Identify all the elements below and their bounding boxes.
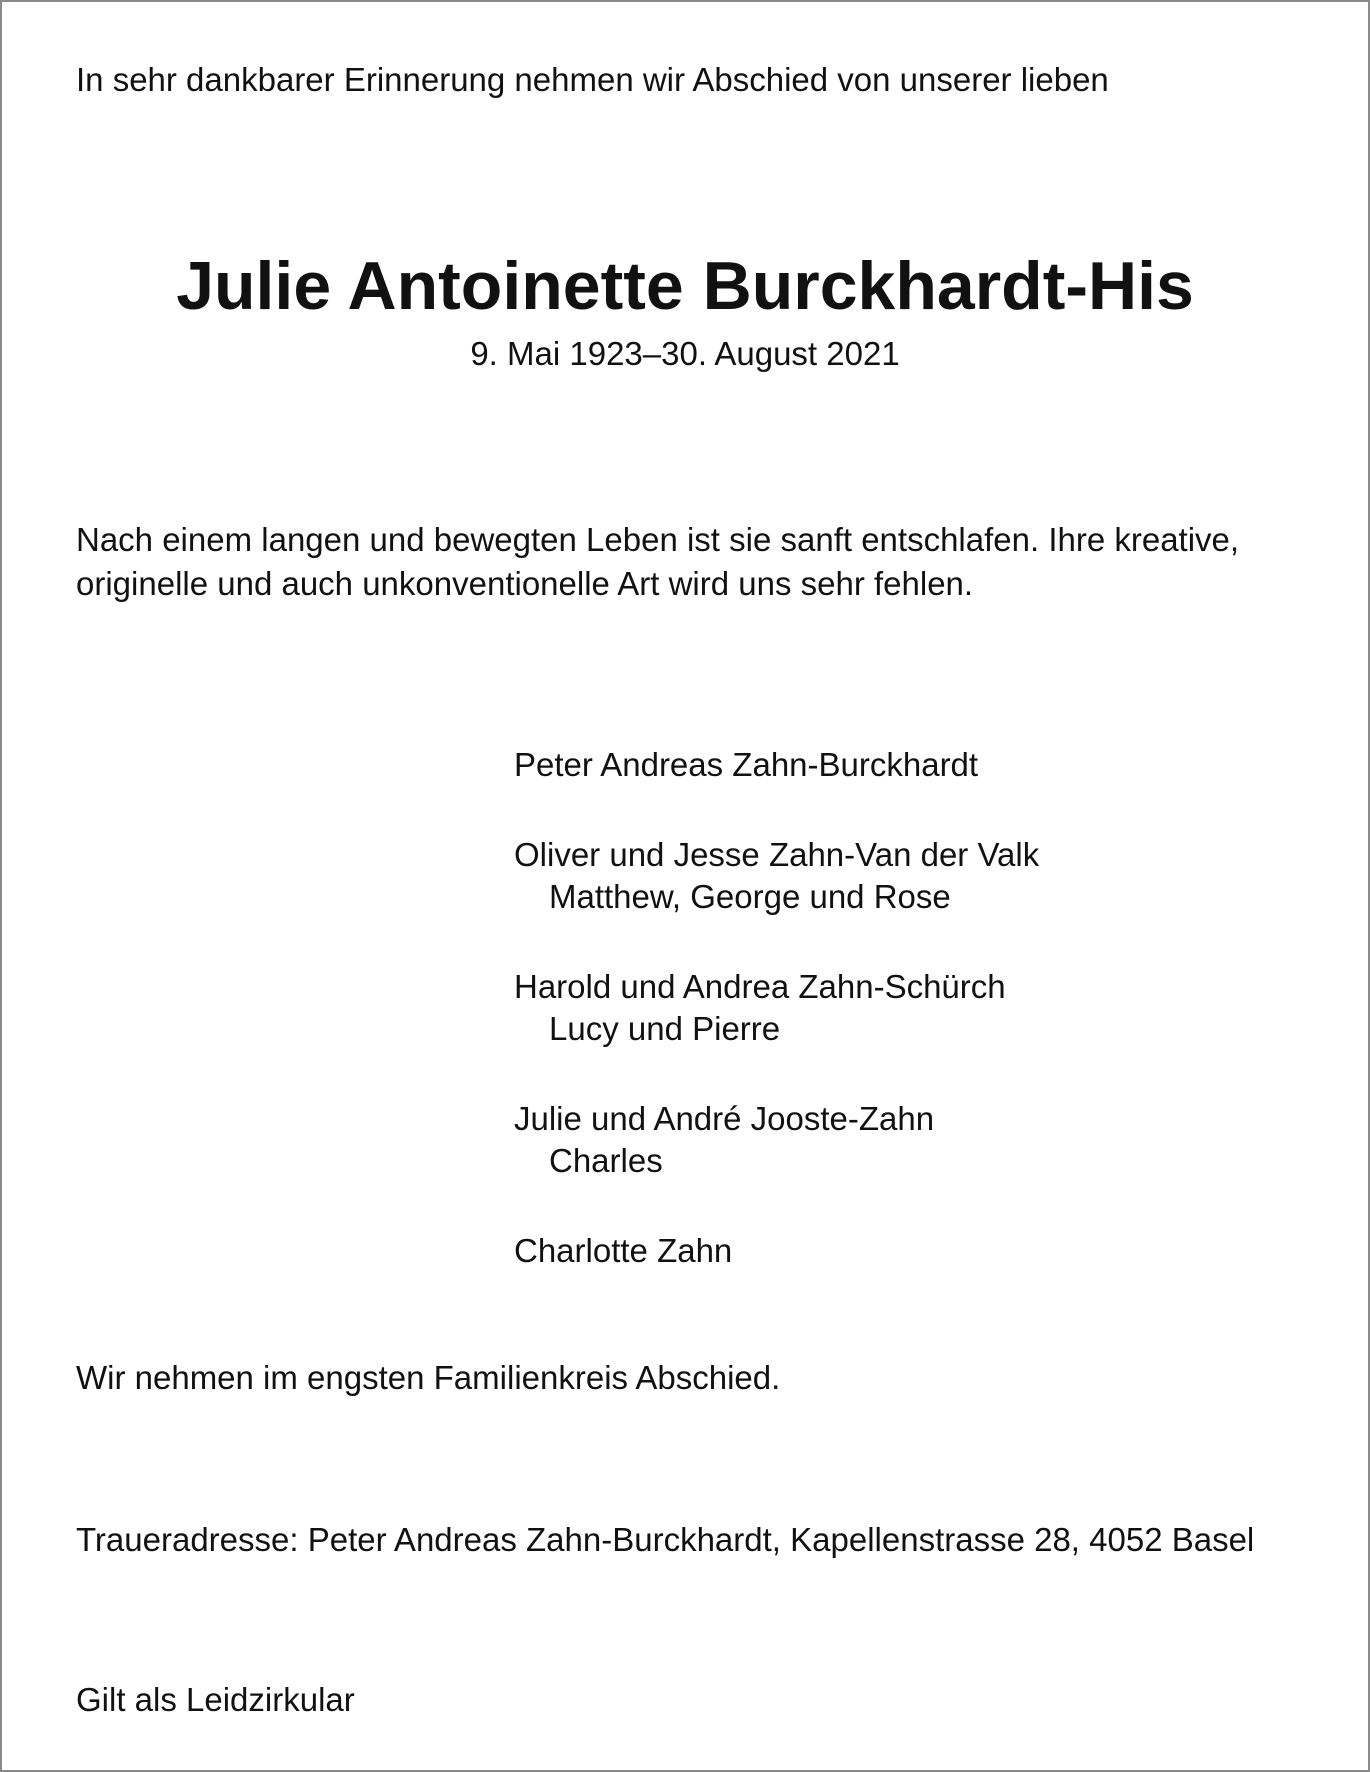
message-line: originelle und auch unkonventionelle Art wird uns sehr fehlen. — [76, 565, 974, 602]
mourner-name: Julie und André Jooste-Zahn — [514, 1100, 935, 1137]
mourner-name: Peter Andreas Zahn-Burckhardt — [514, 746, 979, 783]
mourners-list — [514, 744, 1039, 1320]
mourner-children: Matthew, George und Rose — [549, 878, 951, 915]
mourner-name: Harold und Andrea Zahn-Schürch — [514, 968, 1006, 1005]
mourner-children: Charles — [549, 1142, 663, 1179]
mourner-group — [514, 1098, 1039, 1182]
mourner-group — [514, 744, 1039, 786]
mourner-group — [514, 834, 1039, 918]
life-dates: 9. Mai 1923–30. August 2021 — [470, 335, 900, 372]
deceased-name: Julie Antoinette Burckhardt-His — [176, 248, 1194, 324]
circular-note: Gilt als Leidzirkular — [76, 1681, 355, 1718]
mourner-children: Lucy und Pierre — [549, 1010, 781, 1047]
mourner-name: Charlotte Zahn — [514, 1232, 733, 1269]
mourning-address: Traueradresse: Peter Andreas Zahn-Burckhardt, Kapellenstrasse 28, 4052 Basel — [76, 1521, 1255, 1558]
mourner-name: Oliver und Jesse Zahn-Van der Valk — [514, 836, 1040, 873]
intro-text: In sehr dankbarer Erinnerung nehmen wir Abschied von unserer lieben — [76, 61, 1109, 98]
farewell-text: Wir nehmen im engsten Familienkreis Abschied. — [76, 1359, 781, 1396]
mourner-group — [514, 1230, 1039, 1272]
message-line: Nach einem langen und bewegten Leben ist sie sanft entschlafen. Ihre kreative, — [76, 521, 1240, 558]
mourner-group — [514, 966, 1039, 1050]
message-paragraph — [76, 518, 1239, 606]
